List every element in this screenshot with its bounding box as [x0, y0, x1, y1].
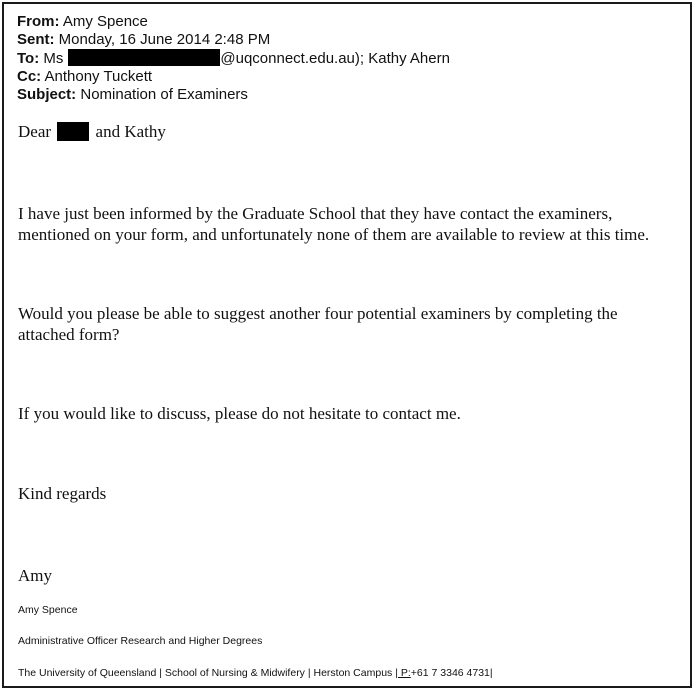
paragraph-2-line-2: attached form? — [18, 325, 120, 344]
subject-value: Nomination of Examiners — [80, 86, 248, 103]
signature-phone: +61 7 3346 4731| — [410, 667, 493, 679]
email-header — [17, 13, 450, 104]
email-frame — [2, 2, 692, 688]
paragraph-2-line-1: Would you please be able to suggest another four potential examiners by completing the — [18, 304, 618, 323]
to-prefix: Ms — [43, 50, 64, 67]
paragraph-1 — [18, 203, 649, 245]
sent-value: Monday, 16 June 2014 2:48 PM — [58, 31, 271, 48]
greeting — [18, 121, 166, 142]
subject-label: Subject: — [17, 86, 77, 103]
paragraph-1-line-2: mentioned on your form, and unfortunately none of them are available to review at this time. — [18, 225, 650, 244]
subject-row — [17, 86, 450, 104]
to-suffix: @uqconnect.edu.au); Kathy Ahern — [220, 50, 450, 67]
signature-org-prefix: The University of Queensland | School of Nursing & Midwifery | Herston Campus — [18, 667, 396, 679]
from-row — [17, 13, 450, 31]
cc-value: Anthony Tuckett — [44, 68, 153, 85]
sent-row — [17, 31, 450, 49]
redaction-bar — [68, 49, 220, 66]
redaction-bar-name — [57, 122, 89, 141]
cc-row — [17, 68, 450, 86]
to-label: To: — [17, 50, 40, 67]
paragraph-1-line-1: I have just been informed by the Graduate School that they have contact the examiners, — [18, 204, 613, 223]
greeting-suffix: and Kathy — [95, 122, 166, 141]
sent-label: Sent: — [17, 31, 55, 48]
signature-org — [18, 667, 493, 679]
greeting-prefix: Dear — [18, 122, 52, 141]
from-label: From: — [17, 13, 60, 30]
signoff: Amy — [18, 566, 52, 585]
from-value: Amy Spence — [62, 13, 148, 30]
cc-label: Cc: — [17, 68, 42, 85]
paragraph-3: If you would like to discuss, please do not hesitate to contact me. — [18, 404, 461, 423]
signature-phone-label: | P: — [395, 667, 411, 679]
to-row — [17, 49, 450, 68]
paragraph-2 — [18, 303, 618, 345]
signature-title: Administrative Officer Research and Higher Degrees — [18, 635, 263, 647]
closing: Kind regards — [18, 484, 107, 503]
signature-name: Amy Spence — [18, 604, 78, 616]
